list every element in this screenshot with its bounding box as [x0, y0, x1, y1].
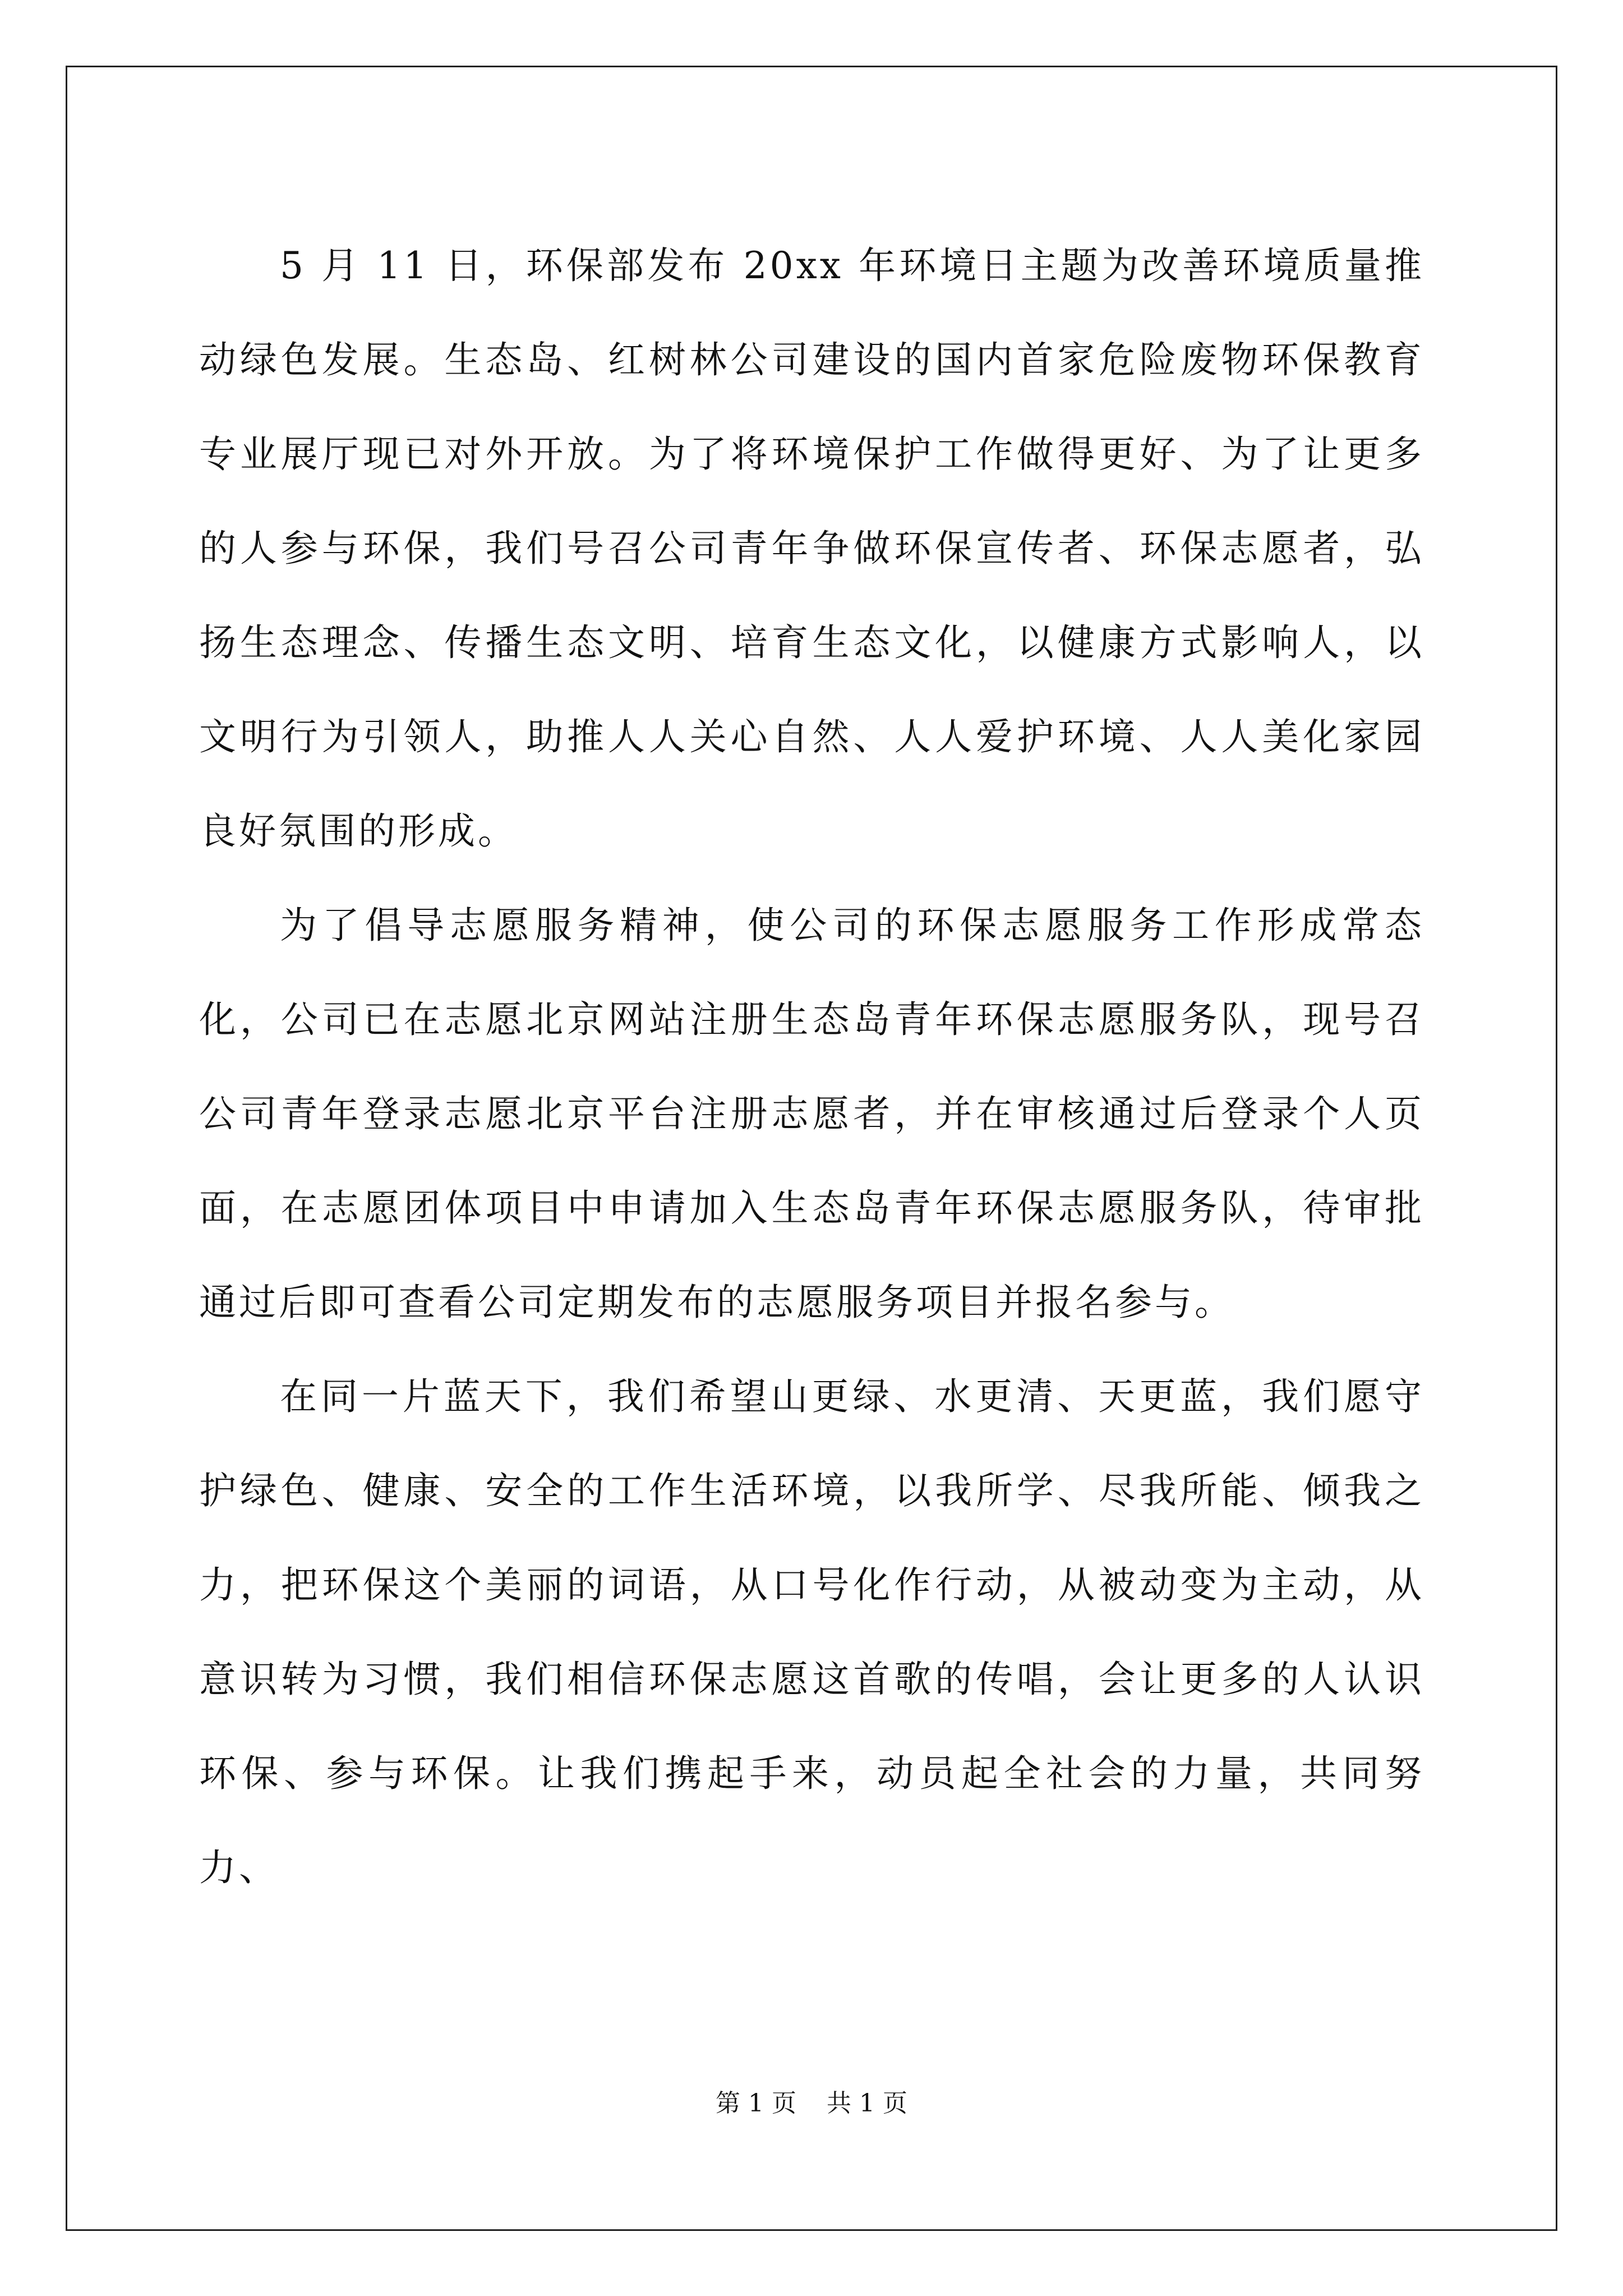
paragraph-1: 5 月 11 日，环保部发布 20xx 年环境日主题为改善环境质量推动绿色发展。生态岛、红树林公司建设的国内首家危险废物环保教育专业展厅现已对外开放。为了将环境保护工作做得更好、为了让更多的人参与环保，我们号召公司青年争做环保宣传者、环保志愿者，弘扬生态理念、传播生态文明、培育生态文化，以健康方式影响人，以文明行为引领人，助推人人关心自然、人人爱护环境、人人美化家园良好氛围的形成。 — [199, 244, 1424, 853]
paragraph-2: 为了倡导志愿服务精神，使公司的环保志愿服务工作形成常态化，公司已在志愿北京网站注册生态岛青年环保志愿服务队，现号召公司青年登录志愿北京平台注册志愿者，并在审核通过后登录个人页面，在志愿团体项目中申请加入生态岛青年环保志愿服务队，待审批通过后即可查看公司定期发布的志愿服务项目并报名参与。 — [199, 904, 1424, 1324]
page-footer — [0, 2087, 1623, 2120]
page-total: 共 1 页 — [827, 2089, 907, 2118]
document-body — [199, 219, 1424, 1915]
page-number: 第 1 页 — [716, 2089, 796, 2118]
paragraph-3: 在同一片蓝天下，我们希望山更绿、水更清、天更蓝，我们愿守护绿色、健康、安全的工作生活环境，以我所学、尽我所能、倾我之力，把环保这个美丽的词语，从口号化作行动，从被动变为主动，从意识转为习惯，我们相信环保志愿这首歌的传唱，会让更多的人认识环保、参与环保。让我们携起手来，动员起全社会的力量，共同努力、 — [199, 1375, 1424, 1889]
